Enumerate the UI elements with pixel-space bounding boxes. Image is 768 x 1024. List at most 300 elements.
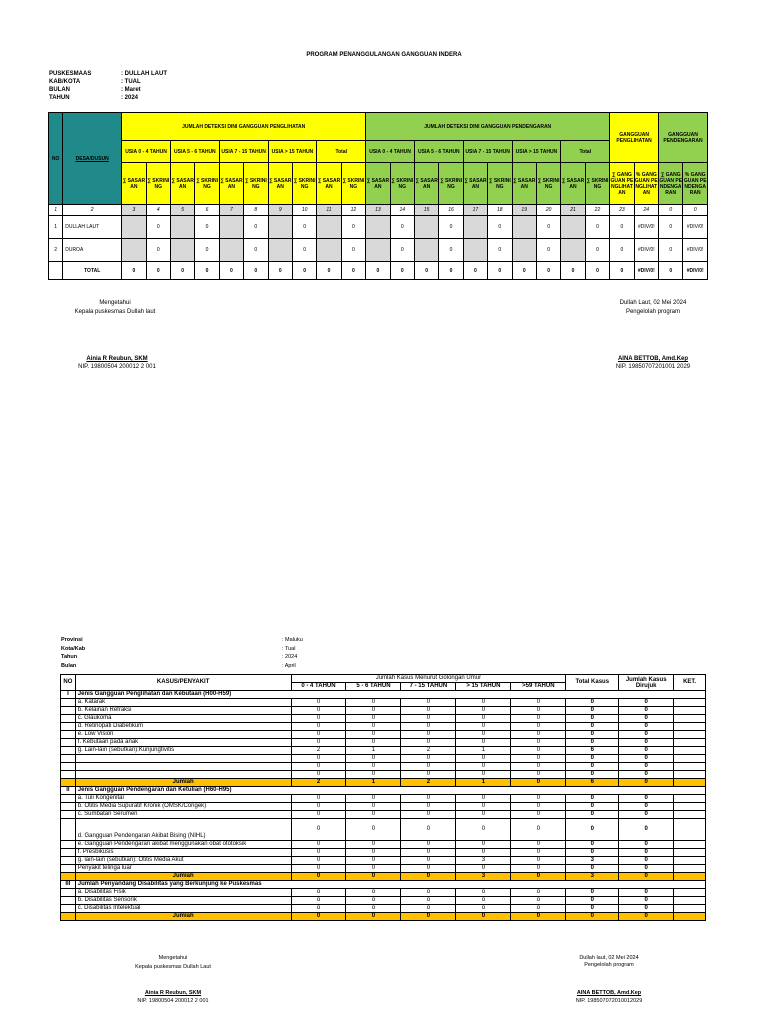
table-row — [61, 811, 706, 819]
cell-total: 0 — [566, 771, 619, 779]
row-no: 1 — [49, 216, 63, 239]
jumlah-value: 3 — [456, 873, 511, 881]
cell-value: 0 — [346, 841, 401, 849]
sign-line: Mengetahui — [158, 955, 188, 961]
cell-value: 0 — [456, 699, 511, 707]
header-age-hearing: Total — [561, 141, 610, 163]
cell-value: 0 — [291, 811, 346, 819]
cell-value: 0 — [346, 771, 401, 779]
cell-value: 0 — [291, 857, 346, 865]
row-name: Penyakit telinga luar — [75, 865, 291, 873]
cell-value: 0 — [346, 699, 401, 707]
header-age-vision: USIA 5 - 6 TAHUN — [170, 141, 219, 163]
header-desa: DESA/DUSUN — [63, 113, 122, 205]
cell-value: 0 — [401, 865, 456, 873]
header-age: > 15 TAHUN — [456, 683, 511, 691]
header-ket: KET. — [674, 675, 706, 691]
cell-value: 3 — [456, 857, 511, 865]
cell-value: o — [291, 889, 346, 897]
row-name: e. Gangguan Pendengaran akibat menggunakan obat ototoksik — [75, 841, 291, 849]
column-number: 4 — [146, 205, 170, 216]
cell-value: 0 — [195, 239, 219, 262]
jumlah-rujuk: 0 — [619, 873, 674, 881]
section-no: III — [61, 881, 76, 889]
cell-value: o — [401, 889, 456, 897]
cell-value — [463, 239, 487, 262]
column-number: 15 — [414, 205, 438, 216]
cell-value: 0 — [511, 849, 566, 857]
cell-rujuk: 0 — [619, 811, 674, 819]
jumlah-value: 0 — [401, 873, 456, 881]
cell-value: 0 — [488, 216, 512, 239]
report2-sign-left-nip: NIP. 19800504 200012 2 001 — [137, 998, 209, 1004]
row-no-blank — [61, 841, 76, 849]
cell-value: 0 — [291, 795, 346, 803]
row-no-blank — [61, 865, 76, 873]
cell-total: 6 — [566, 747, 619, 755]
header-sub-hearing: ∑ SASARAN — [463, 163, 487, 205]
cell-total: 0 — [566, 707, 619, 715]
row-no-blank — [61, 715, 76, 723]
cell-rujuk: 0 — [619, 795, 674, 803]
cell-value: 0 — [346, 803, 401, 811]
jumlah-label: Jumlah — [75, 913, 291, 921]
cell-value: 0 — [511, 819, 566, 841]
cell-value — [219, 216, 243, 239]
column-number: 6 — [195, 205, 219, 216]
column-number: 16 — [439, 205, 463, 216]
meta-value: : April — [282, 662, 296, 669]
cell-value: 0 — [346, 795, 401, 803]
cell-value: 0 — [511, 739, 566, 747]
cell-ket — [674, 763, 706, 771]
header-sub-gangguan: ∑ GANGGUAN PENDENGARAN — [659, 163, 683, 205]
cell-value: o — [456, 889, 511, 897]
row-name — [75, 763, 291, 771]
total-gangguan: 0 — [610, 262, 634, 280]
cell-rujuk: 0 — [619, 707, 674, 715]
cell-ket — [674, 905, 706, 913]
total-value: 0 — [414, 262, 438, 280]
cell-value: 0 — [401, 755, 456, 763]
table-row — [49, 239, 708, 262]
header-age-hearing: USIA > 15 TAHUN — [512, 141, 561, 163]
table-row — [61, 819, 706, 841]
cell-value: 2 — [291, 747, 346, 755]
table-row — [61, 865, 706, 873]
column-number: 3 — [122, 205, 146, 216]
cell-gangguan: 0 — [659, 216, 683, 239]
cell-rujuk: 0 — [619, 889, 674, 897]
cell-value: 0 — [511, 707, 566, 715]
cell-value: o — [291, 897, 346, 905]
header-sub-vision: ∑ SKRINING — [341, 163, 365, 205]
header-sub-gangguan: % GANGGUAN PENDENGARAN — [683, 163, 708, 205]
row-name: f. Kebutaan pada anak — [75, 739, 291, 747]
cases-table — [60, 674, 706, 921]
jumlah-value: 0 — [346, 913, 401, 921]
cell-value: 0 — [401, 739, 456, 747]
sign-line: Kepala puskesmas Dullah laut — [74, 309, 156, 315]
cell-ket — [674, 889, 706, 897]
cell-value: 0 — [291, 699, 346, 707]
cell-value: 0 — [488, 239, 512, 262]
row-no-blank — [61, 771, 76, 779]
row-no-blank — [61, 849, 76, 857]
sign-line: Pengelolah program — [625, 309, 681, 315]
cell-value: 0 — [456, 865, 511, 873]
cell-total: 0 — [566, 795, 619, 803]
total-value: 0 — [244, 262, 268, 280]
jumlah-blank — [61, 913, 76, 921]
total-value: 0 — [268, 262, 292, 280]
row-name: c. Sumbatan Serumen — [75, 811, 291, 819]
cell-total: 0 — [566, 849, 619, 857]
header-gangguan-penglihatan: GANGGUAN PENGLIHATAN — [610, 113, 659, 163]
cell-rujuk: 0 — [619, 849, 674, 857]
header-sub-hearing: ∑ SKRINING — [536, 163, 560, 205]
table-row — [49, 216, 708, 239]
meta-label: Tahun — [61, 654, 78, 660]
cell-value — [414, 239, 438, 262]
column-number: 21 — [561, 205, 585, 216]
row-no-blank — [61, 795, 76, 803]
cell-value: 0 — [456, 841, 511, 849]
cell-value — [561, 216, 585, 239]
cell-value: 0 — [291, 803, 346, 811]
table-row — [61, 723, 706, 731]
row-name: b. Disabilitas Sensorik — [75, 897, 291, 905]
jumlah-ket — [674, 779, 706, 787]
cell-value: 0 — [195, 216, 219, 239]
cell-value — [561, 239, 585, 262]
meta-label: Kota/Kab — [61, 645, 86, 652]
report2-sign-left-name: Ainia R Reubun, SKM — [144, 990, 202, 996]
cell-ket — [674, 819, 706, 841]
meta-label: KAB/KOTA — [49, 79, 81, 85]
cell-value — [268, 239, 292, 262]
cell-ket — [674, 755, 706, 763]
jumlah-label: Jumlah — [75, 779, 291, 787]
cell-value: 0 — [536, 239, 560, 262]
header-sub-vision: ∑ SASARAN — [122, 163, 146, 205]
report1-sign-right — [598, 300, 708, 315]
header-age: >59 TAHUN — [511, 683, 566, 691]
cell-value: 0 — [456, 763, 511, 771]
cell-value — [512, 216, 536, 239]
header-age-vision: USIA 0 - 4 TAHUN — [122, 141, 171, 163]
header-rujuk: Jumlah Kasus Dirujuk — [619, 675, 674, 691]
table-row — [61, 739, 706, 747]
row-no-blank — [61, 811, 76, 819]
header-kasus: KASUS/PENYAKIT — [75, 675, 291, 691]
meta-value: : TUAL — [121, 79, 141, 85]
sign-line: Dullah laut, 02 Mei 2024 — [579, 955, 639, 961]
cell-value: 0 — [511, 747, 566, 755]
jumlah-label: Jumlah — [75, 873, 291, 881]
header-sub-vision: ∑ SKRINING — [195, 163, 219, 205]
cell-value — [317, 239, 341, 262]
cell-value: 0 — [291, 715, 346, 723]
meta-label: Bulan — [61, 662, 77, 669]
cell-total: 0 — [566, 739, 619, 747]
cell-gangguan: 0 — [610, 239, 634, 262]
header-age: 7 - 15 TAHUN — [401, 683, 456, 691]
cell-ket — [674, 739, 706, 747]
cell-value: 0 — [346, 763, 401, 771]
cell-gangguan: #DIV/0! — [634, 216, 658, 239]
table-row — [61, 889, 706, 897]
section-row — [61, 691, 706, 699]
cell-value: 0 — [390, 216, 414, 239]
cell-value: 0 — [401, 841, 456, 849]
header-sub-gangguan: % GANGGUAN PENGLIHATAN — [634, 163, 658, 205]
total-value: 0 — [561, 262, 585, 280]
cell-value: 0 — [291, 707, 346, 715]
cell-value: 0 — [511, 857, 566, 865]
cell-ket — [674, 731, 706, 739]
row-no-blank — [61, 707, 76, 715]
report1-meta — [49, 70, 167, 102]
report1-sign-left-nip: NIP. 19800504 200012 2 001 — [78, 364, 156, 370]
cell-value: 0 — [511, 723, 566, 731]
jumlah-value: 0 — [511, 913, 566, 921]
column-number: 19 — [512, 205, 536, 216]
cell-value: 0 — [146, 239, 170, 262]
meta-label: TAHUN — [49, 95, 70, 101]
cell-value: 0 — [346, 739, 401, 747]
header-age-vision: USIA > 15 TAHUN — [268, 141, 317, 163]
report1-sign-right-name: AINA BETTOB, Amd.Kep — [617, 356, 689, 362]
table-row — [61, 715, 706, 723]
cell-ket — [674, 715, 706, 723]
row-no-blank — [61, 905, 76, 913]
row-name: g. lain-lain (sebutkan): Otitis Media Akut — [75, 857, 291, 865]
cell-value: 0 — [291, 865, 346, 873]
cell-rujuk: 0 — [619, 747, 674, 755]
header-age-hearing: USIA 0 - 4 TAHUN — [366, 141, 415, 163]
cell-value: o — [291, 905, 346, 913]
row-desa: DUROA — [63, 239, 122, 262]
meta-label: BULAN — [49, 87, 70, 93]
cell-value: 0 — [585, 216, 610, 239]
section-title: Jumlah Penyandang Disabilitas yang Berkunjung ke Puskesmas — [75, 881, 705, 889]
column-number: 1 — [49, 205, 63, 216]
sign-line: Dullah Laut, 02 Mei 2024 — [619, 300, 687, 306]
meta-value: : Maluku — [282, 637, 303, 643]
section-title: Jenis Gangguan Pendengaran dan Ketulian (H60-H95) — [75, 787, 705, 795]
cell-value: 0 — [511, 715, 566, 723]
section-row — [61, 881, 706, 889]
header-sub-vision: ∑ SKRINING — [244, 163, 268, 205]
total-value: 0 — [439, 262, 463, 280]
cell-rujuk: 0 — [619, 865, 674, 873]
cell-value: o — [511, 897, 566, 905]
report2-sign-right-nip: NIP. 198507072010012029 — [575, 998, 643, 1004]
cell-ket — [674, 723, 706, 731]
row-name: b. Kelainan Refraksi — [75, 707, 291, 715]
jumlah-value: 2 — [401, 779, 456, 787]
header-sub-hearing: ∑ SKRINING — [585, 163, 610, 205]
jumlah-blank — [61, 779, 76, 787]
cell-value: 0 — [401, 819, 456, 841]
cell-value: 0 — [291, 723, 346, 731]
jumlah-row — [61, 873, 706, 881]
section-no: II — [61, 787, 76, 795]
sign-line: Pengelolah program — [584, 962, 634, 968]
cell-value: o — [401, 897, 456, 905]
cell-rujuk: 0 — [619, 803, 674, 811]
cell-total: 0 — [566, 763, 619, 771]
cell-value: 0 — [511, 763, 566, 771]
cell-value: 0 — [346, 707, 401, 715]
cell-value: o — [346, 905, 401, 913]
header-group: Jumlah Kasus Menurut Golongan Umur — [291, 675, 566, 683]
jumlah-value: 1 — [456, 779, 511, 787]
jumlah-value: 0 — [511, 873, 566, 881]
cell-value — [122, 239, 146, 262]
row-name: e. Low Vision — [75, 731, 291, 739]
table-row — [61, 699, 706, 707]
table-row — [61, 795, 706, 803]
total-value: 0 — [170, 262, 194, 280]
column-number: 17 — [463, 205, 487, 216]
row-name: a. Katarak — [75, 699, 291, 707]
cell-value: 0 — [291, 731, 346, 739]
cell-value — [366, 216, 390, 239]
column-number: 24 — [634, 205, 658, 216]
header-sub-vision: ∑ SASARAN — [268, 163, 292, 205]
cell-rujuk: 0 — [619, 771, 674, 779]
cell-value: 0 — [390, 239, 414, 262]
cell-total: 0 — [566, 889, 619, 897]
meta-label: Provinsi — [61, 637, 83, 643]
cell-value — [170, 216, 194, 239]
header-no: NO — [49, 113, 63, 205]
cell-value: 0 — [456, 707, 511, 715]
cell-rujuk: 0 — [619, 723, 674, 731]
meta-value: : 2024 — [121, 95, 139, 101]
cell-total: 0 — [566, 731, 619, 739]
cell-value: o — [511, 905, 566, 913]
table-row — [61, 771, 706, 779]
column-number: 10 — [292, 205, 316, 216]
jumlah-value: 0 — [291, 873, 346, 881]
meta-value: : 2024 — [282, 654, 298, 660]
cell-value: 0 — [585, 239, 610, 262]
cell-value: 0 — [511, 865, 566, 873]
cell-rujuk: 0 — [619, 755, 674, 763]
cell-value: 0 — [456, 739, 511, 747]
row-name: a. Disabilitas Fisik — [75, 889, 291, 897]
row-name — [75, 755, 291, 763]
cell-value: 0 — [401, 849, 456, 857]
header-sub-hearing: ∑ SASARAN — [366, 163, 390, 205]
cell-value — [122, 216, 146, 239]
cell-value: 0 — [291, 819, 346, 841]
row-name: c. Disabilitas Intelektual — [75, 905, 291, 913]
cell-rujuk: 0 — [619, 841, 674, 849]
cell-value: o — [346, 897, 401, 905]
table-row — [61, 841, 706, 849]
cell-value: 0 — [346, 865, 401, 873]
table-row — [61, 747, 706, 755]
cell-value: o — [456, 897, 511, 905]
cell-value: 0 — [401, 707, 456, 715]
cell-value: 0 — [291, 755, 346, 763]
cell-value: 0 — [456, 811, 511, 819]
cell-value: 0 — [346, 849, 401, 857]
cell-ket — [674, 811, 706, 819]
column-number: 23 — [610, 205, 634, 216]
jumlah-total: 6 — [566, 779, 619, 787]
table-row — [61, 803, 706, 811]
cell-value: 0 — [291, 841, 346, 849]
total-value: 0 — [195, 262, 219, 280]
cell-rujuk: 0 — [619, 739, 674, 747]
cell-ket — [674, 795, 706, 803]
jumlah-total: 3 — [566, 873, 619, 881]
row-no-blank — [61, 819, 76, 841]
cell-ket — [674, 841, 706, 849]
total-value: 0 — [390, 262, 414, 280]
row-no-blank — [61, 699, 76, 707]
cell-value: 0 — [244, 239, 268, 262]
total-value: 0 — [488, 262, 512, 280]
cell-total: 0 — [566, 841, 619, 849]
cell-value: 0 — [456, 731, 511, 739]
cell-value: 0 — [341, 239, 365, 262]
header-sub-vision: ∑ SASARAN — [219, 163, 243, 205]
cell-value: 0 — [401, 803, 456, 811]
cell-value: o — [346, 889, 401, 897]
cell-ket — [674, 747, 706, 755]
header-sub-hearing: ∑ SKRINING — [390, 163, 414, 205]
cell-value: 0 — [439, 239, 463, 262]
cell-total: 0 — [566, 905, 619, 913]
row-no-blank — [61, 747, 76, 755]
report2-sign-right — [554, 955, 664, 968]
jumlah-ket — [674, 913, 706, 921]
column-number: 7 — [219, 205, 243, 216]
cell-rujuk: 0 — [619, 897, 674, 905]
jumlah-value: 2 — [291, 779, 346, 787]
meta-value: : Maret — [121, 87, 141, 93]
cell-value: 0 — [401, 763, 456, 771]
jumlah-row — [61, 913, 706, 921]
column-number: 5 — [170, 205, 194, 216]
jumlah-value: 0 — [291, 913, 346, 921]
row-name: b. Otitis Media Supuratif Kronik (OMSK/Congek) — [75, 803, 291, 811]
cell-ket — [674, 699, 706, 707]
row-name: c. Glaukoma — [75, 715, 291, 723]
report1-sign-left — [60, 300, 170, 315]
cell-value: 0 — [401, 731, 456, 739]
cell-value: 1 — [456, 747, 511, 755]
cell-value: 0 — [401, 771, 456, 779]
cell-value: 0 — [511, 795, 566, 803]
cell-value — [366, 239, 390, 262]
cell-value — [219, 239, 243, 262]
cell-value: 0 — [401, 723, 456, 731]
total-value: 0 — [463, 262, 487, 280]
cell-value: 0 — [146, 216, 170, 239]
cell-value: 0 — [291, 849, 346, 857]
cell-total: 0 — [566, 803, 619, 811]
table-row — [61, 897, 706, 905]
sign-line: Kepala puskesmas Dullah Laut — [135, 964, 211, 970]
jumlah-value: 0 — [401, 913, 456, 921]
